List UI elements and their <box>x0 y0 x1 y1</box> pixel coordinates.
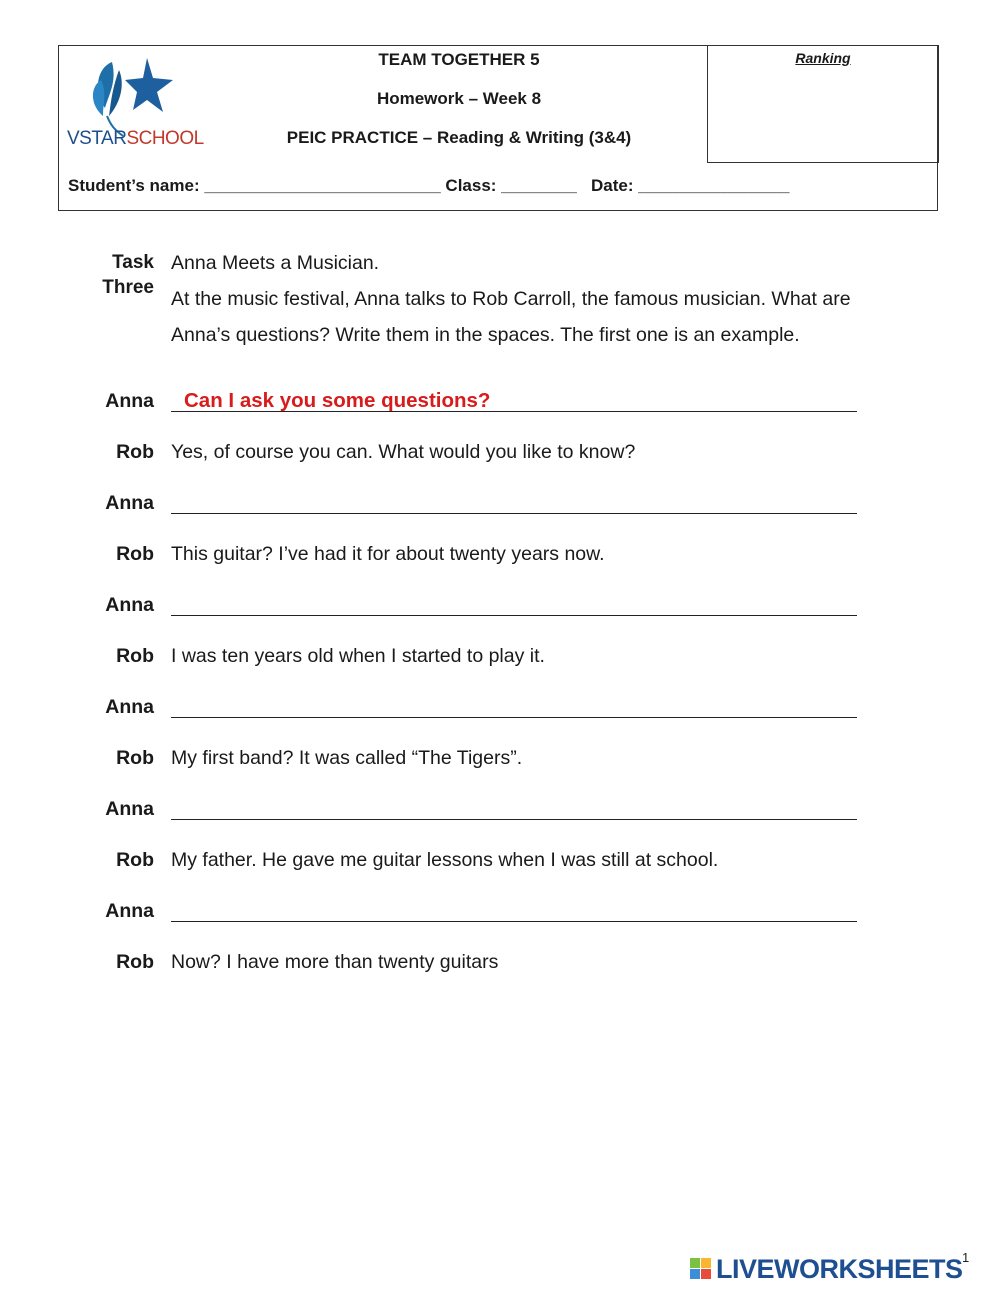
speaker-anna: Anna <box>105 798 154 820</box>
answer-blank[interactable] <box>171 819 857 820</box>
speaker-anna: Anna <box>105 594 154 616</box>
speaker-rob: Rob <box>116 441 154 463</box>
student-info-line[interactable]: Student’s name: _________________________ Class: ________ Date: ________________ <box>68 176 790 195</box>
speaker-anna: Anna <box>105 900 154 922</box>
speaker-anna: Anna <box>105 390 154 412</box>
answer-blank[interactable] <box>171 513 857 514</box>
task-title: Anna Meets a Musician. <box>171 252 380 274</box>
speaker-rob: Rob <box>116 747 154 769</box>
page-number: 1 <box>962 1250 970 1265</box>
worksheet-header <box>58 45 938 211</box>
task-instruction-2: Anna’s questions? Write them in the spaces. The first one is an example. <box>171 324 800 346</box>
task-label: Task Three <box>102 252 154 298</box>
answer-blank[interactable] <box>171 921 857 922</box>
rob-line: This guitar? I’ve had it for about twenty years now. <box>171 543 605 565</box>
rob-line: My first band? It was called “The Tigers”. <box>171 747 523 769</box>
speaker-anna: Anna <box>105 696 154 718</box>
logo-wordmark: VSTARSCHOOL <box>67 128 204 149</box>
speaker-rob: Rob <box>116 543 154 565</box>
liveworksheets-logo-icon <box>690 1258 712 1280</box>
speaker-anna: Anna <box>105 492 154 514</box>
course-title: TEAM TOGETHER 5 <box>378 50 540 69</box>
answer-blank[interactable] <box>171 615 857 616</box>
rob-line: My father. He gave me guitar lessons when I was still at school. <box>171 849 719 871</box>
practice-title: PEIC PRACTICE – Reading & Writing (3&4) <box>286 128 632 147</box>
rob-line: I was ten years old when I started to play it. <box>171 645 545 667</box>
speaker-rob: Rob <box>116 849 154 871</box>
task-instruction-1: At the music festival, Anna talks to Rob Carroll, the famous musician. What are <box>171 288 851 310</box>
rob-line: Yes, of course you can. What would you like to know? <box>171 441 636 463</box>
rob-line: Now? I have more than twenty guitars <box>171 951 499 973</box>
liveworksheets-brand: LIVEWORKSHEETS <box>716 1254 963 1284</box>
homework-week: Homework – Week 8 <box>376 89 542 108</box>
speaker-rob: Rob <box>116 645 154 667</box>
example-answer: Can I ask you some questions? <box>184 389 491 412</box>
speaker-rob: Rob <box>116 951 154 973</box>
ranking-box[interactable] <box>707 45 939 163</box>
answer-blank[interactable] <box>171 717 857 718</box>
ranking-label: Ranking <box>795 50 851 66</box>
